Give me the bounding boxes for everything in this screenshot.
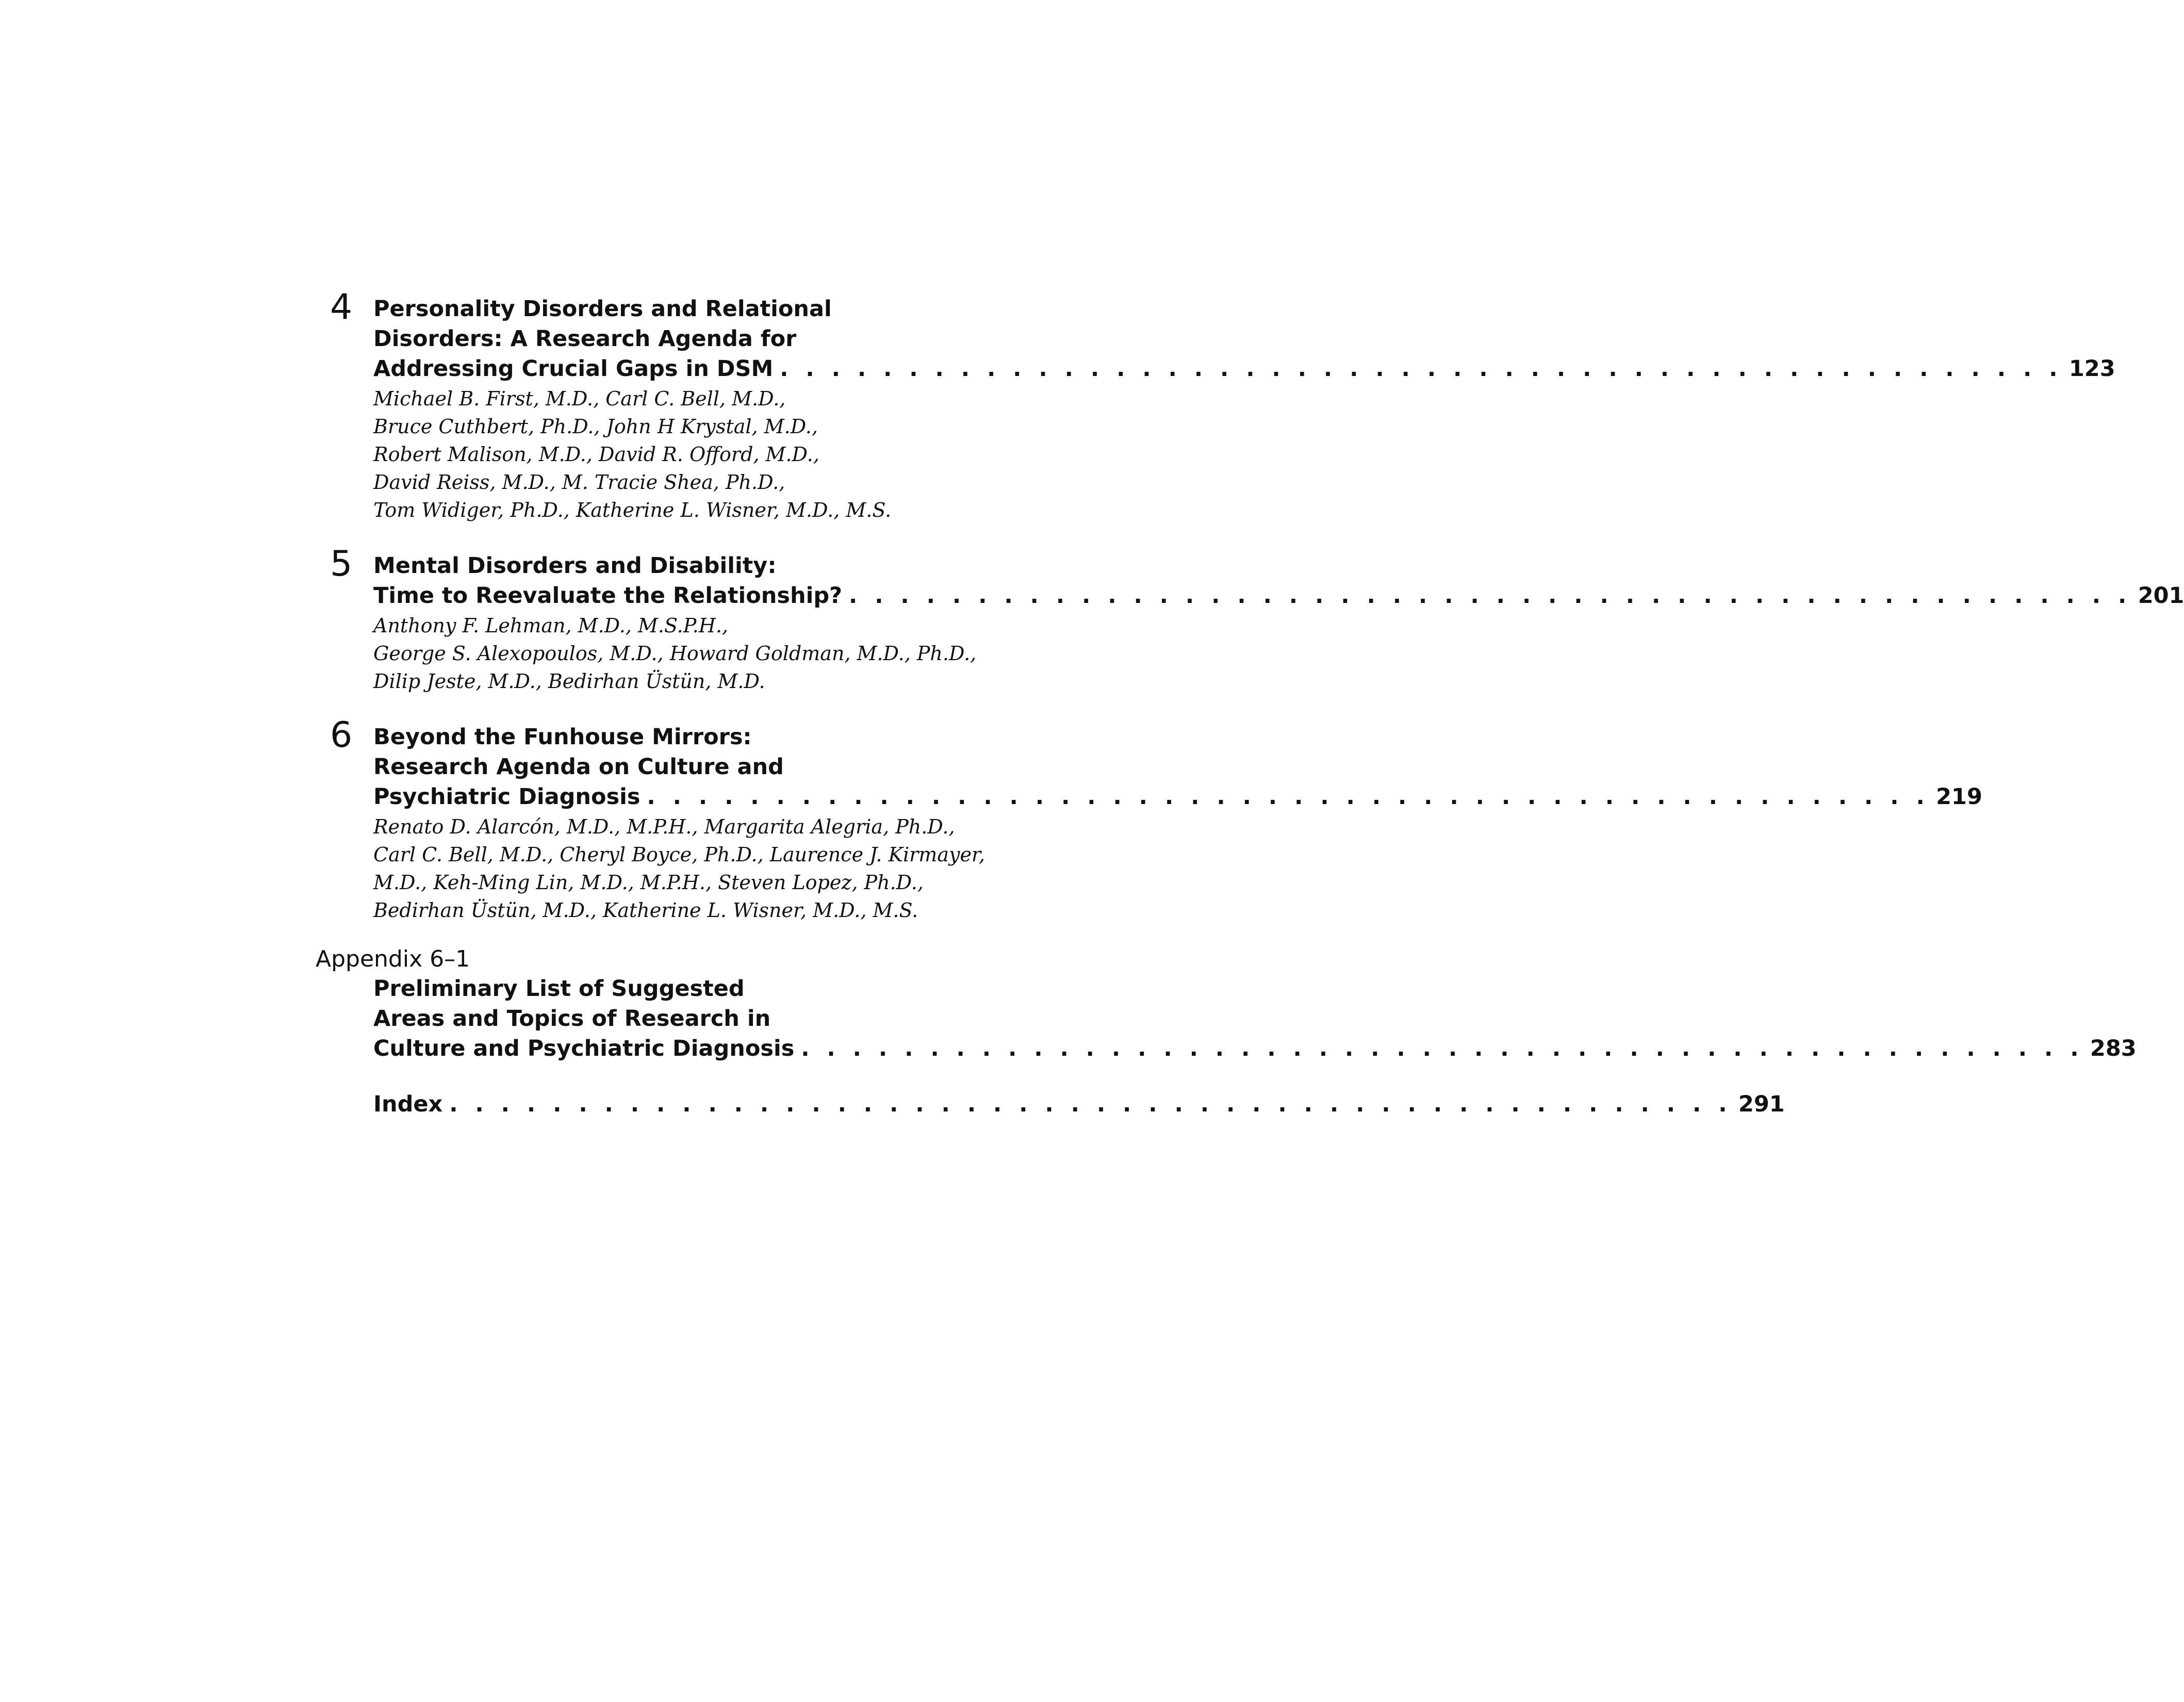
author-list <box>373 612 977 695</box>
index-label: Index <box>373 1091 443 1117</box>
chapter-title-line: Psychiatric Diagnosis <box>373 784 641 810</box>
toc-entry-appendix-6-1[interactable] <box>316 945 2137 1063</box>
dot-leader: . . . . . . . . . . . . . . . . . . . . . . . . . . . . . . . . . . . . . . . . . . . . . . . . . . <box>449 1091 1732 1117</box>
appendix-title-last-line <box>373 1034 2137 1063</box>
chapter-title-line: Mental Disorders and Disability: <box>373 553 777 579</box>
appendix-title-line: Areas and Topics of Research in <box>373 1006 771 1032</box>
chapter-title-last-line <box>373 782 1982 812</box>
author-line: Carl C. Bell, M.D., Cheryl Boyce, Ph.D., Laurence J. Kirmayer, <box>373 843 985 866</box>
index-line <box>373 1089 1785 1119</box>
chapter-number: 6 <box>330 715 353 756</box>
dot-leader: . . . . . . . . . . . . . . . . . . . . . . . . . . . . . . . . . . . . . . . . . . . . . . . . . . <box>848 583 2131 609</box>
chapter-title-line: Personality Disorders and Relational <box>373 296 832 322</box>
author-list <box>373 385 940 524</box>
page-number[interactable]: 291 <box>1738 1091 1785 1117</box>
chapter-number: 4 <box>330 287 353 328</box>
author-line: M.D., Keh-Ming Lin, M.D., M.P.H., Steven Lopez, Ph.D., <box>373 871 924 894</box>
dot-leader: . . . . . . . . . . . . . . . . . . . . . . . . . . . . . . . . . . . . . . . . . . . . . . . . . . <box>780 356 2062 382</box>
chapter-title-line: Disorders: A Research Agenda for <box>373 326 797 352</box>
dot-leader: . . . . . . . . . . . . . . . . . . . . . . . . . . . . . . . . . . . . . . . . . . . . . . . . . . <box>647 784 1930 810</box>
chapter-number: 5 <box>330 544 353 584</box>
toc-entry-chapter-4[interactable] <box>316 287 2115 524</box>
appendix-title-line: Culture and Psychiatric Diagnosis <box>373 1036 795 1061</box>
author-line: Michael B. First, M.D., Carl C. Bell, M.D., <box>373 387 786 410</box>
appendix-title-block <box>316 974 2137 1063</box>
page-number[interactable]: 283 <box>2090 1036 2137 1061</box>
author-line: Tom Widiger, Ph.D., Katherine L. Wisner, M.D., M.S. <box>373 499 892 521</box>
appendix-title-line: Preliminary List of Suggested <box>373 976 745 1002</box>
page-number[interactable]: 123 <box>2068 356 2115 382</box>
toc-entry-index[interactable] <box>316 1089 1785 1119</box>
chapter-title-line: Time to Reevaluate the Relationship? <box>373 583 843 609</box>
author-line: George S. Alexopoulos, M.D., Howard Goldman, M.D., Ph.D., <box>373 642 977 665</box>
chapter-title-last-line <box>373 581 2184 611</box>
chapter-title-line: Addressing Crucial Gaps in DSM <box>373 356 774 382</box>
chapter-title-last-line <box>373 354 2115 384</box>
page-number[interactable]: 201 <box>2138 583 2184 609</box>
table-of-contents <box>316 287 2184 1119</box>
toc-entry-chapter-5[interactable] <box>316 544 2184 695</box>
author-line: Anthony F. Lehman, M.D., M.S.P.H., <box>373 614 729 637</box>
author-line: Renato D. Alarcón, M.D., M.P.H., Margarita Alegria, Ph.D., <box>373 815 955 838</box>
chapter-title-line: Beyond the Funhouse Mirrors: <box>373 724 752 750</box>
toc-entry-chapter-6[interactable] <box>316 715 1982 924</box>
author-line: Dilip Jeste, M.D., Bedirhan Üstün, M.D. <box>373 670 765 693</box>
author-line: Robert Malison, M.D., David R. Offord, M.D., <box>373 443 819 466</box>
author-line: Bedirhan Üstün, M.D., Katherine L. Wisner, M.D., M.S. <box>373 899 918 922</box>
chapter-title-line: Research Agenda on Culture and <box>373 754 784 780</box>
author-list <box>373 813 985 924</box>
dot-leader: . . . . . . . . . . . . . . . . . . . . . . . . . . . . . . . . . . . . . . . . . . . . . . . . . . <box>801 1036 2084 1061</box>
author-line: Bruce Cuthbert, Ph.D., John H Krystal, M.D., <box>373 415 818 438</box>
page-number[interactable]: 219 <box>1936 784 1982 810</box>
author-line: David Reiss, M.D., M. Tracie Shea, Ph.D., <box>373 471 785 494</box>
appendix-label: Appendix 6–1 <box>316 946 470 972</box>
